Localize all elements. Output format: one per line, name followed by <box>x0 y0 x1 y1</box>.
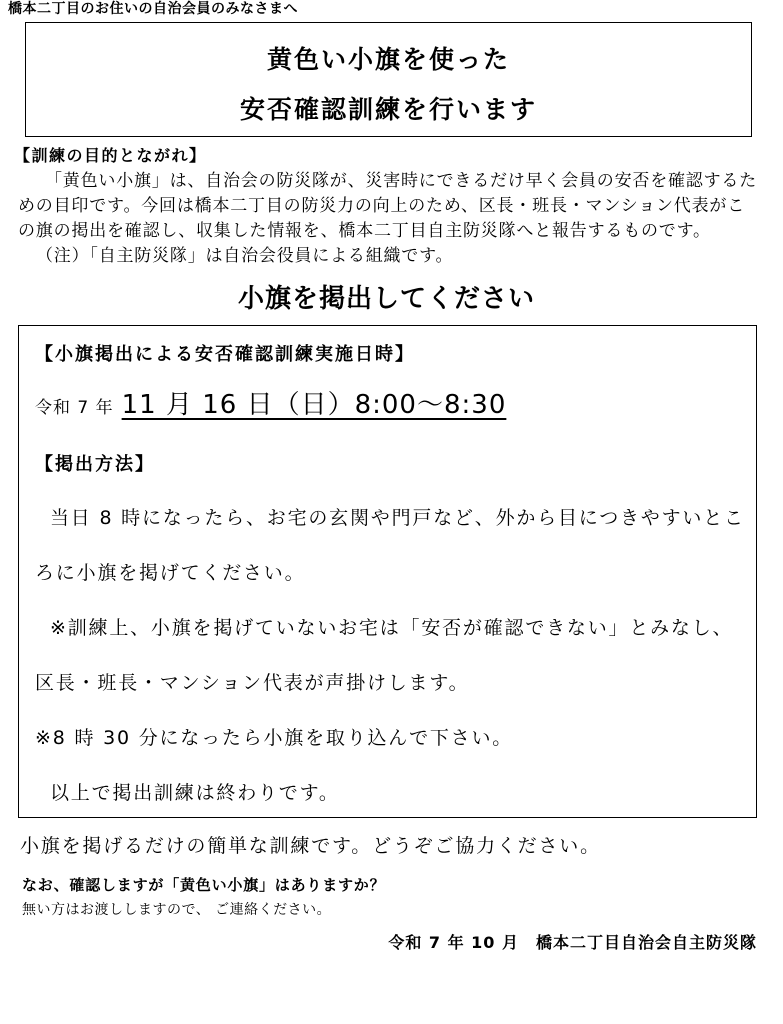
purpose-line: の旗の掲出を確認し、収集した情報を、橋本二丁目自主防災隊へと報告するものです。 <box>18 221 711 241</box>
method-heading: 【掲出方法】 <box>35 454 155 475</box>
cooperation-request: 小旗を掲げるだけの簡単な訓練です。どうぞご協力ください。 <box>20 835 601 857</box>
purpose-heading: 【訓練の目的とながれ】 <box>14 146 207 165</box>
method-line: ※訓練上、小旗を掲げていないお宅は「安否が確認できない」とみなし、 <box>50 617 734 639</box>
flag-question: なお、確認しますが「黄色い小旗」はありますか？ <box>22 876 386 894</box>
signature: 令和 7 年 10 月 橋本二丁目自治会自主防災隊 <box>388 933 757 952</box>
title-line-1: 黄色い小旗を使った <box>266 45 510 74</box>
method-line: ※8 時 30 分になったら小旗を取り込んで下さい。 <box>35 727 514 749</box>
method-line: ろに小旗を掲げてください。 <box>35 562 306 584</box>
flag-offer: 無い方はお渡ししますので、 ご連絡ください。 <box>22 902 332 918</box>
method-line: 区長・班長・マンション代表が声掛けします。 <box>35 672 470 694</box>
purpose-line: 「黄色い小旗」は、自治会の防災隊が、災害時にできるだけ早く会員の安否を確認するた <box>45 171 757 191</box>
date-row <box>35 390 506 421</box>
method-line: 以上で掲出訓練は終わりです。 <box>50 782 340 804</box>
title-box <box>25 22 752 137</box>
call-to-action-heading: 小旗を掲出してください <box>238 284 536 314</box>
date-time: 11 月 16 日（日）8:00～8:30 <box>121 390 507 420</box>
purpose-note: （注）「自主防災隊」は自治会役員による組織です。 <box>36 246 454 266</box>
method-line: 当日 8 時になったら、お宅の玄関や門戸など、外から目につきやすいとこ <box>50 507 745 529</box>
addressee-line: 橋本二丁目のお住いの自治会員のみなさまへ <box>8 1 298 17</box>
title-line-2: 安否確認訓練を行います <box>239 95 537 124</box>
purpose-line: めの目印です。今回は橋本二丁目の防災力の向上のため、区長・班長・マンション代表がこ <box>18 196 745 216</box>
era-year: 令和 7 年 <box>35 398 114 418</box>
date-heading: 【小旗掲出による安否確認訓練実施日時】 <box>35 344 415 365</box>
